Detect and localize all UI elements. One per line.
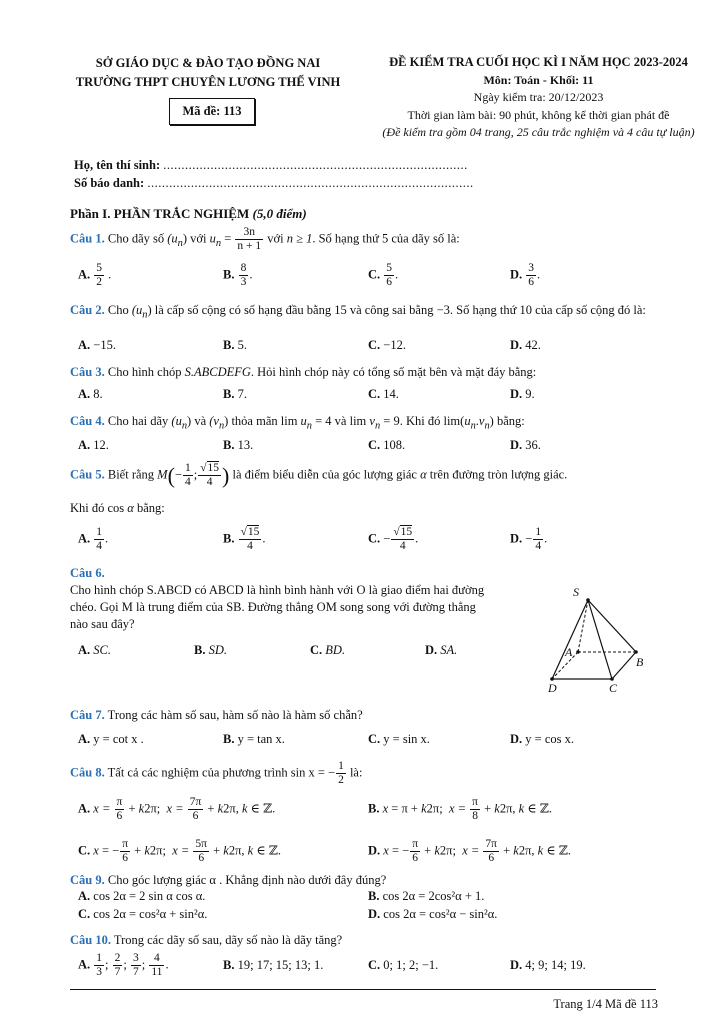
question-5: Câu 5. Biết rằng M(− $\frac{1}{4}$ ; $\frac{√15}{4}$ ) là điểm biểu diễn của góc lượng giác α trên đường tròn lượng giác. xyxy=(70,462,568,488)
q4-text: Cho hai dãy xyxy=(107,414,169,428)
q5-option-d[interactable]: D. − $\frac{1}{4}$ . xyxy=(510,526,548,552)
option-text: 14. xyxy=(380,387,399,401)
q1-eq: = xyxy=(221,231,235,246)
q8-option-c[interactable]: C. x = − $\frac{\pi}{6}$ + k2π; x = $\frac{5\pi}{6}$ + k2π, k ∈ ℤ. xyxy=(78,838,281,864)
denominator: 6 xyxy=(386,276,393,288)
q6-text: Cho hình chóp S.ABCD có ABCD là hình bình hành với O là giao điểm hai đường xyxy=(70,583,485,597)
separator: ; xyxy=(193,467,198,482)
question-label: Câu 2. xyxy=(70,303,105,317)
q4-option-a[interactable] xyxy=(78,438,109,453)
q4-text: = 4 và lim xyxy=(312,414,367,428)
option-letter: D. xyxy=(510,732,523,746)
option-text: 19; 17; 15; 13; 1. xyxy=(234,958,324,972)
question-7 xyxy=(70,707,660,724)
q6-option-d[interactable] xyxy=(425,643,457,658)
student-name-dots: .................................................................................... xyxy=(163,158,468,172)
department-name: SỞ GIÁO DỤC & ĐÀO TẠO ĐỒNG NAI xyxy=(95,56,321,70)
exam-duration: Thời gian làm bài: 90 phút, không kể thời gian phát đề xyxy=(407,107,670,122)
q4-options xyxy=(78,438,678,460)
option-letter: D. xyxy=(425,643,438,657)
q9-text: Cho góc lượng giác α . Khẳng định nào dưới đây đúng? xyxy=(107,873,387,887)
q2-option-c[interactable] xyxy=(368,338,406,353)
q7-options xyxy=(78,732,678,754)
numerator: 1 xyxy=(338,760,344,772)
option-letter: C. xyxy=(368,732,381,746)
q2-seq: (u xyxy=(131,303,143,317)
q10-option-d[interactable] xyxy=(510,958,586,973)
option-text: −15. xyxy=(90,338,116,352)
option-text: −12. xyxy=(380,338,406,352)
q9-options-cd xyxy=(78,907,678,929)
question-label: Câu 7. xyxy=(70,708,105,722)
q4-v-sub: n xyxy=(218,420,225,432)
student-id-label: Số báo danh: xyxy=(74,176,145,190)
numerator: 3 xyxy=(133,952,139,964)
q1-text: với xyxy=(267,231,284,246)
option-letter: B. xyxy=(368,889,380,903)
numerator: 1 xyxy=(184,462,191,474)
q6-text: nào sau đây? xyxy=(70,617,135,631)
q8-option-a[interactable]: A. x = $\frac{\pi}{6}$ + k2π; x = $\frac{7\pi}{6}$ + k2π, k ∈ ℤ. xyxy=(78,796,276,822)
option-letter: C. xyxy=(78,843,91,858)
q4-option-c[interactable] xyxy=(368,438,405,453)
q7-option-a[interactable] xyxy=(78,732,144,747)
q1-option-b[interactable] xyxy=(223,262,252,289)
question-label: Câu 8. xyxy=(70,765,105,780)
option-text: BD. xyxy=(322,643,346,657)
punct: . xyxy=(249,267,253,282)
option-text: cos 2α = 2cos²α + 1. xyxy=(379,889,485,903)
question-4: Câu 4. Cho hai dãy $(u_n)$ và $(v_n)$ thỏa mãn $\lim u_n = 4$ và $\lim v_n = 9$. Khi đó $\lim(u_n.v_n)$ bằng: xyxy=(70,414,525,432)
punct: . xyxy=(105,267,112,282)
q7-option-c[interactable] xyxy=(368,732,430,747)
q9-option-c[interactable] xyxy=(78,907,207,922)
fraction xyxy=(94,262,104,289)
q1-text: . Số hạng thứ 5 của dãy số là: xyxy=(312,231,460,246)
numerator: 3 xyxy=(528,262,535,274)
option-letter: D. xyxy=(368,907,381,921)
q2-option-a[interactable] xyxy=(78,338,116,353)
q8-option-b[interactable]: B. x = π + k2π; x = $\frac{\pi}{8}$ + k2π, k ∈ ℤ. xyxy=(368,796,552,822)
minus: − xyxy=(174,467,182,482)
q10-option-b[interactable] xyxy=(223,958,323,973)
option-letter: C. xyxy=(368,338,381,352)
q1-option-c[interactable] xyxy=(368,262,398,289)
option-text: 8. xyxy=(90,387,103,401)
q5-text: bằng: xyxy=(136,501,165,515)
option-text: 42. xyxy=(522,338,541,352)
option-letter: D. xyxy=(510,958,523,972)
q1-un-sub: n xyxy=(215,237,222,249)
q4-text: = 9. Khi đó lim( xyxy=(380,414,465,428)
question-label: Câu 9. xyxy=(70,873,105,887)
q4-text: ) thỏa mãn lim xyxy=(224,414,298,428)
option-letter: C. xyxy=(78,907,91,921)
q2-seq-sub: n xyxy=(142,309,148,321)
q3-options xyxy=(78,387,678,409)
q6-option-a[interactable] xyxy=(78,643,111,658)
q3-pyramid: S.ABCDEFG xyxy=(184,365,251,379)
option-text: SC. xyxy=(90,643,111,657)
q4-text: . xyxy=(475,414,479,428)
denominator: 2 xyxy=(96,276,103,288)
q1-text: Cho dãy số xyxy=(107,231,165,246)
q9-option-d[interactable] xyxy=(368,907,497,922)
edge-sc xyxy=(588,600,612,679)
option-letter: C. xyxy=(368,438,381,452)
numerator: 3n xyxy=(235,226,263,240)
q2-option-d[interactable] xyxy=(510,338,541,353)
option-letter: B. xyxy=(194,643,206,657)
option-letter: C. xyxy=(310,643,323,657)
option-letter: A. xyxy=(78,732,91,746)
q6-option-c[interactable] xyxy=(310,643,345,658)
edge-sd xyxy=(552,600,588,679)
question-label: Câu 1. xyxy=(70,231,105,246)
label-c: C xyxy=(609,681,618,695)
q5-options xyxy=(78,526,678,552)
option-text: 0; 1; 2; −1. xyxy=(380,958,439,972)
exam-title: ĐỀ KIỂM TRA CUỐI HỌC KÌ I NĂM HỌC 2023-2024 xyxy=(389,55,688,69)
q5-option-c[interactable]: C. − $\frac{√15}{4}$ . xyxy=(368,526,419,552)
denominator: 7 xyxy=(133,966,139,978)
student-id-dots: .......................................................................................... xyxy=(147,176,474,190)
q7-option-d[interactable] xyxy=(510,732,574,747)
q1-seq: (u xyxy=(167,231,178,246)
option-letter: A. xyxy=(78,387,91,401)
question-label: Câu 4. xyxy=(70,414,105,428)
option-letter: A. xyxy=(78,801,91,816)
fraction: $\frac{1}{4}$ xyxy=(535,526,542,552)
question-label: Câu 3. xyxy=(70,365,105,379)
fraction xyxy=(336,760,346,787)
option-letter: A. xyxy=(78,438,91,452)
punct: . xyxy=(395,267,399,282)
exam-date: Ngày kiểm tra: 20/12/2023 xyxy=(473,90,604,104)
q1-un: u xyxy=(209,231,216,246)
question-3 xyxy=(70,364,660,381)
footer-divider xyxy=(70,989,656,990)
denominator: 2 xyxy=(338,774,344,786)
q8-option-d[interactable]: D. x = − $\frac{\pi}{6}$ + k2π; x = $\frac{7\pi}{6}$ + k2π, k ∈ ℤ. xyxy=(368,838,571,864)
question-9 xyxy=(70,872,660,889)
option-text: 13. xyxy=(234,438,254,452)
school-name: TRƯỜNG THPT CHUYÊN LƯƠNG THẾ VINH xyxy=(75,75,341,89)
option-text: 7. xyxy=(234,387,247,401)
denominator: n + 1 xyxy=(237,240,262,252)
option-letter: C. xyxy=(368,958,381,972)
numerator: 2 xyxy=(114,952,121,964)
q7-text: Trong các hàm số sau, hàm số nào là hàm số chẵn? xyxy=(107,708,363,722)
option-letter: B. xyxy=(368,801,380,816)
option-letter: A. xyxy=(78,338,91,352)
page-footer: Trang 1/4 Mã đề 113 xyxy=(553,997,658,1011)
q4-v: (v xyxy=(209,414,219,428)
option-letter: C. xyxy=(368,387,381,401)
student-name-line xyxy=(74,158,468,173)
denominator: 11 xyxy=(151,966,163,978)
fraction xyxy=(183,462,193,489)
q3-option-a[interactable] xyxy=(78,387,103,402)
pyramid-figure xyxy=(540,582,660,697)
q10-text: Trong các dãy số sau, dãy số nào là dãy tăng? xyxy=(113,933,343,947)
option-text: 5. xyxy=(234,338,247,352)
question-2 xyxy=(70,302,660,324)
q1-options xyxy=(78,262,678,288)
fraction xyxy=(239,262,249,289)
denominator: 7 xyxy=(114,966,121,978)
option-letter: B. xyxy=(223,732,235,746)
option-letter: B. xyxy=(223,531,235,546)
q9-option-b[interactable] xyxy=(368,889,484,904)
option-letter: A. xyxy=(78,531,91,546)
numerator: 4 xyxy=(149,952,164,966)
option-text: y = cot x . xyxy=(90,732,144,746)
q1-text: với xyxy=(190,231,207,246)
label-b: B xyxy=(636,655,644,669)
punct: . xyxy=(537,267,541,282)
q5-text: trên đường tròn lượng giác. xyxy=(429,467,568,482)
numerator: 5 xyxy=(386,262,393,274)
option-letter: C. xyxy=(368,531,381,546)
q10-option-c[interactable] xyxy=(368,958,438,973)
option-letter: A. xyxy=(78,957,91,972)
q7-option-b[interactable] xyxy=(223,732,285,747)
option-text: cos 2α = cos²α + sin²α. xyxy=(90,907,208,921)
q6-option-b[interactable] xyxy=(194,643,227,658)
q8-options-cd xyxy=(78,838,678,868)
q8-options-ab xyxy=(78,796,678,826)
option-text: cos 2α = cos²α − sin²α. xyxy=(380,907,498,921)
denominator: 3 xyxy=(240,276,247,288)
option-text: 36. xyxy=(522,438,541,452)
numerator: 5 xyxy=(96,262,103,274)
q5-alpha: α xyxy=(420,467,427,482)
question-6 xyxy=(70,565,545,633)
fraction xyxy=(384,262,394,289)
edge-sa-hidden xyxy=(578,600,588,652)
option-text: SA. xyxy=(437,643,458,657)
exam-code-box: Mã đề: 113 xyxy=(169,98,255,125)
header-left xyxy=(48,54,368,92)
option-text: SD. xyxy=(205,643,227,657)
option-text: 12. xyxy=(90,438,109,452)
q10-options xyxy=(78,952,678,982)
q4-text: ) bằng: xyxy=(489,414,525,428)
denominator: 3 xyxy=(96,966,103,978)
question-label: Câu 5. xyxy=(70,467,105,482)
denominator: 4 xyxy=(184,476,191,488)
option-letter: D. xyxy=(510,438,523,452)
fraction: $\frac{1}{4}$ xyxy=(96,526,103,552)
option-letter: D. xyxy=(510,338,523,352)
option-letter: D. xyxy=(510,387,523,401)
option-letter: D. xyxy=(368,843,381,858)
option-letter: D. xyxy=(510,531,523,546)
denominator: 6 xyxy=(528,276,535,288)
question-5-cont: Khi đó cos α bằng: xyxy=(70,501,165,515)
student-id-line xyxy=(74,176,474,191)
q8-text: Tất cả các nghiệm của phương trình sin x = − xyxy=(107,765,336,780)
q6-text: chéo. Gọi M là trung điểm của SB. Đường thẳng OM song song với đường thẳng xyxy=(70,600,476,614)
part-title xyxy=(70,206,307,222)
q5-option-a[interactable]: A. $\frac{1}{4}$ . xyxy=(78,526,109,552)
option-letter: A. xyxy=(78,267,91,282)
exam-subject: Môn: Toán - Khối: 11 xyxy=(483,72,594,87)
q4-u: (u xyxy=(171,414,182,428)
option-letter: B. xyxy=(223,958,235,972)
question-label: Câu 6. xyxy=(70,566,105,580)
q5-text: Biết rằng xyxy=(107,467,155,482)
q1-option-d[interactable] xyxy=(510,262,540,289)
q10-option-a[interactable]: A. $\frac{1}{3}$ ; $\frac{2}{7}$ ; $\frac{3}{7}$ ; $\frac{4}{11}$ . xyxy=(78,952,169,978)
option-letter: B. xyxy=(223,338,235,352)
numerator: 8 xyxy=(240,262,247,274)
option-letter: C. xyxy=(368,267,381,282)
question-label: Câu 10. xyxy=(70,933,111,947)
q3-text: Cho hình chóp xyxy=(107,365,182,379)
q1-fraction xyxy=(235,226,263,253)
q2-text: ) là cấp số cộng có số hạng đầu bằng 15 và công sai bằng −3. Số hạng thứ 10 của cấp số cộng đó là: xyxy=(147,303,646,317)
q3-text: . Hỏi hình chóp này có tổng số mặt bên và mặt đáy bằng: xyxy=(250,365,537,379)
q2-text: Cho xyxy=(107,303,129,317)
q5-text: là điểm biểu diễn của góc lượng giác xyxy=(232,467,417,482)
q1-cond: n ≥ 1 xyxy=(286,231,313,246)
option-text: y = cos x. xyxy=(522,732,574,746)
q4-option-b[interactable] xyxy=(223,438,253,453)
q8-text: là: xyxy=(349,765,363,780)
fraction: $\frac{√15}{4}$ xyxy=(393,526,413,552)
edge-cb xyxy=(612,652,636,679)
exam-note: (Đề kiểm tra gồm 04 trang, 25 câu trắc nghiệm và 4 câu tự luận) xyxy=(382,125,695,139)
fraction: $\frac{√15}{4}$ xyxy=(240,526,260,552)
q5-text: Khi đó cos xyxy=(70,501,125,515)
option-text: y = sin x. xyxy=(380,732,430,746)
student-name-label: Họ, tên thí sinh: xyxy=(74,158,161,172)
q5-option-b[interactable]: B. $\frac{√15}{4}$ . xyxy=(223,526,266,552)
option-text: 4; 9; 14; 19. xyxy=(522,958,586,972)
option-text: 9. xyxy=(522,387,535,401)
option-letter: D. xyxy=(510,267,523,282)
option-letter: A. xyxy=(78,889,91,903)
q2-option-b[interactable] xyxy=(223,338,247,353)
question-8 xyxy=(70,760,660,787)
q4-option-d[interactable] xyxy=(510,438,541,453)
part-score: (5,0 điểm) xyxy=(252,206,307,221)
option-text: y = tan x. xyxy=(234,732,285,746)
option-letter: B. xyxy=(223,387,235,401)
option-text: 108. xyxy=(380,438,406,452)
option-letter: B. xyxy=(223,438,235,452)
fraction xyxy=(526,262,536,289)
q1-option-a[interactable] xyxy=(78,262,111,289)
q3-option-b[interactable] xyxy=(223,387,247,402)
q2-options xyxy=(78,338,678,360)
option-text: cos 2α = 2 sin α cos α. xyxy=(90,889,206,903)
q3-option-c[interactable] xyxy=(368,387,399,402)
fraction: $\frac{√15}{4}$ xyxy=(200,462,220,488)
option-letter: B. xyxy=(223,267,235,282)
numerator: 1 xyxy=(96,952,103,964)
label-a: A xyxy=(565,645,573,659)
question-10 xyxy=(70,932,660,949)
label-s: S xyxy=(573,585,579,599)
q1-seq-sub: n xyxy=(177,237,183,249)
label-d: D xyxy=(548,681,557,695)
option-letter: A. xyxy=(78,643,91,657)
q4-u-sub: n xyxy=(181,420,188,432)
q4-text: ) và xyxy=(187,414,207,428)
radicand: 15 xyxy=(207,462,220,474)
part-title-text: Phần I. PHẦN TRẮC NGHIỆM xyxy=(70,206,250,221)
q9-option-a[interactable] xyxy=(78,889,205,904)
q3-option-d[interactable] xyxy=(510,387,535,402)
question-1: Câu 1. Cho dãy số $(u_n)$ với $u_n$ = $\frac{3n}{n + 1}$ với n ≥ 1. Số hạng thứ 5 của dãy số là: xyxy=(70,226,460,252)
header-right xyxy=(352,54,725,142)
edge-sb xyxy=(588,600,636,652)
q5-point: M xyxy=(157,467,168,482)
